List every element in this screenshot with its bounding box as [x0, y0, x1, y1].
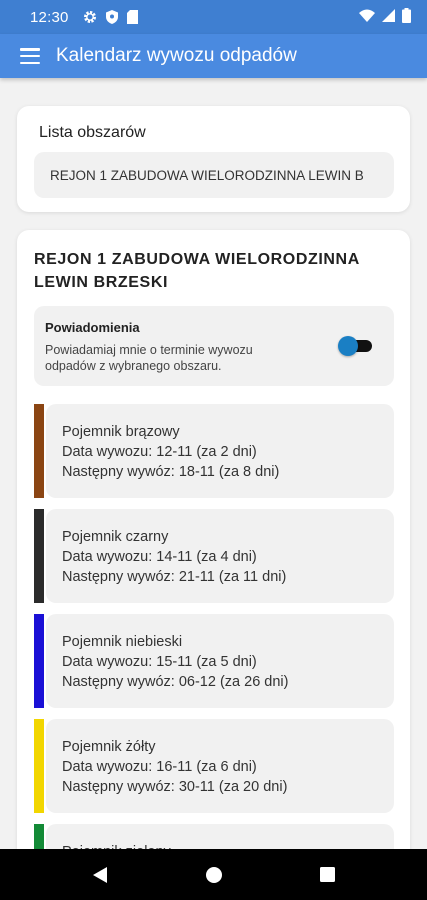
bin-info: [46, 614, 394, 708]
signal-icon: [382, 9, 395, 26]
back-icon[interactable]: [88, 863, 112, 887]
bin-name: Pojemnik żółty: [62, 739, 156, 755]
bin-color-strip: [34, 404, 44, 498]
bin-item-blue: [34, 614, 394, 708]
menu-icon[interactable]: [20, 48, 40, 64]
bin-color-strip: [34, 614, 44, 708]
bin-pickup-date: Data wywozu: 16-11 (za 6 dni): [62, 759, 257, 775]
bin-name: Pojemnik niebieski: [62, 634, 183, 650]
app-bar: [0, 34, 427, 78]
bin-pickup-date: Data wywozu: 15-11 (za 5 dni): [62, 654, 257, 670]
area-list-label: Lista obszarów: [39, 124, 146, 141]
sd-card-icon: [127, 10, 138, 24]
status-bar: [0, 0, 427, 34]
bin-pickup-date: Data wywozu: 12-11 (za 2 dni): [62, 444, 257, 460]
bin-info: [46, 404, 394, 498]
toggle-thumb: [338, 336, 358, 356]
area-select[interactable]: [34, 152, 394, 198]
bin-next-pickup: Następny wywóz: 18-11 (za 8 dni): [62, 464, 280, 480]
area-list-card: [17, 106, 410, 212]
recents-icon[interactable]: [316, 863, 340, 887]
bin-item-black: [34, 509, 394, 603]
region-title: REJON 1 ZABUDOWA WIELORODZINNA LEWIN BRZESKI: [34, 251, 360, 291]
bin-item-brown: [34, 404, 394, 498]
shield-icon: [106, 10, 118, 24]
bin-info: [46, 509, 394, 603]
battery-icon: [402, 8, 411, 27]
home-icon[interactable]: [202, 863, 226, 887]
wifi-icon: [359, 9, 375, 26]
notifications-panel: [34, 306, 394, 386]
bin-pickup-date: Data wywozu: 14-11 (za 4 dni): [62, 549, 257, 565]
region-card: [17, 230, 410, 900]
status-time: 12:30: [30, 8, 69, 26]
area-select-value: REJON 1 ZABUDOWA WIELORODZINNA LEWIN B: [50, 167, 364, 183]
bin-color-strip: [34, 719, 44, 813]
app-title: Kalendarz wywozu odpadów: [56, 45, 297, 66]
system-nav-bar: [0, 849, 427, 900]
gear-icon: [83, 10, 97, 24]
bin-name: Pojemnik brązowy: [62, 424, 180, 440]
bin-next-pickup: Następny wywóz: 06-12 (za 26 dni): [62, 674, 289, 690]
notifications-description: Powiadamiaj mnie o terminie wywozu odpadów z wybranego obszaru.: [45, 343, 253, 373]
notifications-title: Powiadomienia: [45, 320, 140, 335]
bin-color-strip: [34, 509, 44, 603]
bin-next-pickup: Następny wywóz: 30-11 (za 20 dni): [62, 779, 288, 795]
bin-name: Pojemnik czarny: [62, 529, 169, 545]
notifications-toggle[interactable]: [338, 336, 372, 354]
bin-info: [46, 719, 394, 813]
bin-item-yellow: [34, 719, 394, 813]
bin-next-pickup: Następny wywóz: 21-11 (za 11 dni): [62, 569, 287, 585]
